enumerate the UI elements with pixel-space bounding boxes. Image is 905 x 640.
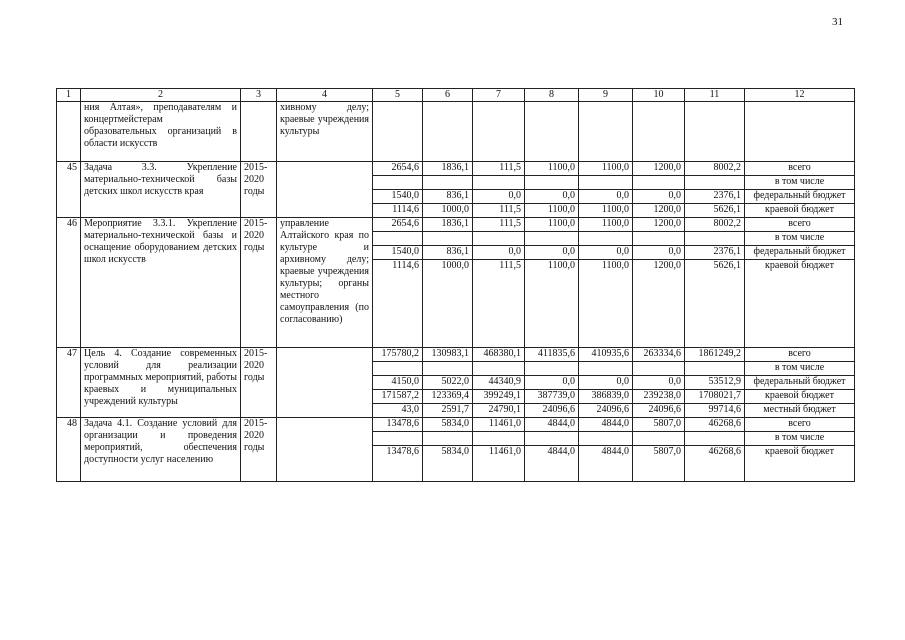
- row-period: [241, 102, 277, 162]
- value-cell: 399249,1: [473, 390, 525, 404]
- cell: [473, 176, 525, 190]
- value-cell: 1100,0: [525, 162, 579, 176]
- cell: [633, 232, 685, 246]
- value-cell: 239238,0: [633, 390, 685, 404]
- cell: [423, 102, 473, 162]
- source-label: всего: [745, 218, 855, 232]
- value-cell: 111,5: [473, 218, 525, 232]
- cell: [525, 176, 579, 190]
- value-cell: 53512,9: [685, 376, 745, 390]
- value-cell: 5807,0: [633, 418, 685, 432]
- col-header: 1: [57, 89, 81, 102]
- value-cell: 468380,1: [473, 348, 525, 362]
- source-label: всего: [745, 348, 855, 362]
- value-cell: 1000,0: [423, 204, 473, 218]
- cell: [685, 362, 745, 376]
- row-executor: хивному делу; краевые учреждения культуры: [277, 102, 373, 162]
- value-cell: 0,0: [525, 190, 579, 204]
- source-label: федеральный бюджет: [745, 190, 855, 204]
- col-header: 2: [81, 89, 241, 102]
- value-cell: 123369,4: [423, 390, 473, 404]
- value-cell: 43,0: [373, 404, 423, 418]
- budget-table: [56, 88, 855, 482]
- value-cell: 11461,0: [473, 418, 525, 432]
- cell: [579, 102, 633, 162]
- value-cell: 44340,9: [473, 376, 525, 390]
- value-cell: 1000,0: [423, 260, 473, 348]
- cell: [579, 176, 633, 190]
- source-label: федеральный бюджет: [745, 246, 855, 260]
- value-cell: 1100,0: [579, 260, 633, 348]
- source-label: краевой бюджет: [745, 446, 855, 482]
- value-cell: 4844,0: [525, 418, 579, 432]
- value-cell: 4844,0: [579, 446, 633, 482]
- source-label: в том числе: [745, 176, 855, 190]
- col-header: 4: [277, 89, 373, 102]
- value-cell: 1100,0: [525, 260, 579, 348]
- value-cell: 1100,0: [579, 162, 633, 176]
- value-cell: 836,1: [423, 246, 473, 260]
- row-index: 45: [57, 162, 81, 218]
- source-label: краевой бюджет: [745, 390, 855, 404]
- value-cell: 0,0: [525, 376, 579, 390]
- table-row-continuation: [57, 102, 855, 162]
- value-cell: 1200,0: [633, 260, 685, 348]
- value-cell: 4844,0: [579, 418, 633, 432]
- col-header: 8: [525, 89, 579, 102]
- cell: [525, 102, 579, 162]
- value-cell: 410935,6: [579, 348, 633, 362]
- col-header: 5: [373, 89, 423, 102]
- row-period: 2015-2020 годы: [241, 218, 277, 348]
- source-label: в том числе: [745, 232, 855, 246]
- cell: [373, 102, 423, 162]
- row-name: Мероприятие 3.3.1. Укрепление материально-технической базы и оснащение оборудованием детских школ искусств: [81, 218, 241, 348]
- cell: [685, 176, 745, 190]
- value-cell: 0,0: [579, 190, 633, 204]
- value-cell: 0,0: [579, 246, 633, 260]
- row-name: Задача 4.1. Создание условий для организации и проведения мероприятий, обеспечения доступности услуг населению: [81, 418, 241, 482]
- cell: [685, 102, 745, 162]
- table-row: [57, 348, 855, 362]
- row-period: 2015-2020 годы: [241, 162, 277, 218]
- value-cell: 1861249,2: [685, 348, 745, 362]
- cell: [473, 432, 525, 446]
- value-cell: 5022,0: [423, 376, 473, 390]
- cell: [373, 232, 423, 246]
- value-cell: 1540,0: [373, 190, 423, 204]
- source-label: краевой бюджет: [745, 204, 855, 218]
- value-cell: 1114,6: [373, 260, 423, 348]
- value-cell: 46268,6: [685, 418, 745, 432]
- row-name: Цель 4. Создание современных условий для реализации программных мероприятий, работы краевых и муниципальных учреждений культуры: [81, 348, 241, 418]
- cell: [373, 176, 423, 190]
- value-cell: 5626,1: [685, 204, 745, 218]
- value-cell: 1114,6: [373, 204, 423, 218]
- value-cell: 0,0: [473, 190, 525, 204]
- cell: [473, 362, 525, 376]
- col-header: 6: [423, 89, 473, 102]
- value-cell: 1540,0: [373, 246, 423, 260]
- cell: [525, 232, 579, 246]
- value-cell: 5626,1: [685, 260, 745, 348]
- value-cell: 2591,7: [423, 404, 473, 418]
- cell: [633, 362, 685, 376]
- header-row: [57, 89, 855, 102]
- value-cell: 13478,6: [373, 446, 423, 482]
- col-header: 3: [241, 89, 277, 102]
- value-cell: 1100,0: [579, 218, 633, 232]
- value-cell: 46268,6: [685, 446, 745, 482]
- row-executor: [277, 418, 373, 482]
- row-index: [57, 102, 81, 162]
- value-cell: 1836,1: [423, 218, 473, 232]
- cell: [473, 232, 525, 246]
- value-cell: 24790,1: [473, 404, 525, 418]
- row-name: Задача 3.3. Укрепление материально-технической базы детских школ искусств края: [81, 162, 241, 218]
- value-cell: 1836,1: [423, 162, 473, 176]
- source-label: всего: [745, 418, 855, 432]
- row-index: 47: [57, 348, 81, 418]
- col-header: 11: [685, 89, 745, 102]
- value-cell: 8002,2: [685, 162, 745, 176]
- value-cell: 1200,0: [633, 218, 685, 232]
- value-cell: 5834,0: [423, 446, 473, 482]
- value-cell: 1200,0: [633, 204, 685, 218]
- value-cell: 1100,0: [579, 204, 633, 218]
- cell: [473, 102, 525, 162]
- col-header: 12: [745, 89, 855, 102]
- table-row: [57, 218, 855, 232]
- table-row: [57, 162, 855, 176]
- value-cell: 0,0: [473, 246, 525, 260]
- value-cell: 1708021,7: [685, 390, 745, 404]
- value-cell: 0,0: [633, 376, 685, 390]
- value-cell: 171587,2: [373, 390, 423, 404]
- value-cell: 0,0: [525, 246, 579, 260]
- value-cell: 111,5: [473, 162, 525, 176]
- value-cell: 386839,0: [579, 390, 633, 404]
- value-cell: 2376,1: [685, 246, 745, 260]
- value-cell: 836,1: [423, 190, 473, 204]
- cell: [525, 362, 579, 376]
- value-cell: 5834,0: [423, 418, 473, 432]
- value-cell: 4150,0: [373, 376, 423, 390]
- cell: [579, 232, 633, 246]
- cell: [685, 432, 745, 446]
- row-executor: [277, 348, 373, 418]
- row-index: 48: [57, 418, 81, 482]
- cell: [633, 176, 685, 190]
- row-index: 46: [57, 218, 81, 348]
- value-cell: 111,5: [473, 204, 525, 218]
- value-cell: 111,5: [473, 260, 525, 348]
- value-cell: 0,0: [579, 376, 633, 390]
- cell: [633, 432, 685, 446]
- cell: [579, 432, 633, 446]
- value-cell: 1100,0: [525, 204, 579, 218]
- value-cell: 24096,6: [579, 404, 633, 418]
- cell: [373, 362, 423, 376]
- value-cell: 24096,6: [633, 404, 685, 418]
- source-label: всего: [745, 162, 855, 176]
- source-label: федеральный бюджет: [745, 376, 855, 390]
- row-period: 2015-2020 годы: [241, 418, 277, 482]
- cell: [423, 232, 473, 246]
- value-cell: 387739,0: [525, 390, 579, 404]
- value-cell: 2654,6: [373, 162, 423, 176]
- cell: [579, 362, 633, 376]
- value-cell: 1100,0: [525, 218, 579, 232]
- value-cell: 4844,0: [525, 446, 579, 482]
- value-cell: 175780,2: [373, 348, 423, 362]
- value-cell: 13478,6: [373, 418, 423, 432]
- source-label: краевой бюджет: [745, 260, 855, 348]
- value-cell: 99714,6: [685, 404, 745, 418]
- row-name: ния Алтая», преподавателям и концертмейстерам образовательных организаций в области искусств: [81, 102, 241, 162]
- value-cell: 2654,6: [373, 218, 423, 232]
- row-executor: [277, 162, 373, 218]
- cell: [525, 432, 579, 446]
- source-label: в том числе: [745, 432, 855, 446]
- value-cell: 24096,6: [525, 404, 579, 418]
- col-header: 9: [579, 89, 633, 102]
- page-number: 31: [832, 16, 843, 28]
- value-cell: 263334,6: [633, 348, 685, 362]
- row-executor: управление Алтайского края по культуре и архивному делу; краевые учреждения культуры; органы местного самоуправления (по согласованию): [277, 218, 373, 348]
- value-cell: 5807,0: [633, 446, 685, 482]
- value-cell: 0,0: [633, 190, 685, 204]
- col-header: 10: [633, 89, 685, 102]
- value-cell: 411835,6: [525, 348, 579, 362]
- col-header: 7: [473, 89, 525, 102]
- cell: [423, 176, 473, 190]
- source-label: в том числе: [745, 362, 855, 376]
- cell: [423, 362, 473, 376]
- value-cell: 11461,0: [473, 446, 525, 482]
- value-cell: 130983,1: [423, 348, 473, 362]
- cell: [685, 232, 745, 246]
- value-cell: 1200,0: [633, 162, 685, 176]
- cell: [633, 102, 685, 162]
- source-label: местный бюджет: [745, 404, 855, 418]
- value-cell: 0,0: [633, 246, 685, 260]
- table-row: [57, 418, 855, 432]
- cell: [423, 432, 473, 446]
- cell: [373, 432, 423, 446]
- cell: [745, 102, 855, 162]
- row-period: 2015-2020 годы: [241, 348, 277, 418]
- value-cell: 2376,1: [685, 190, 745, 204]
- value-cell: 8002,2: [685, 218, 745, 232]
